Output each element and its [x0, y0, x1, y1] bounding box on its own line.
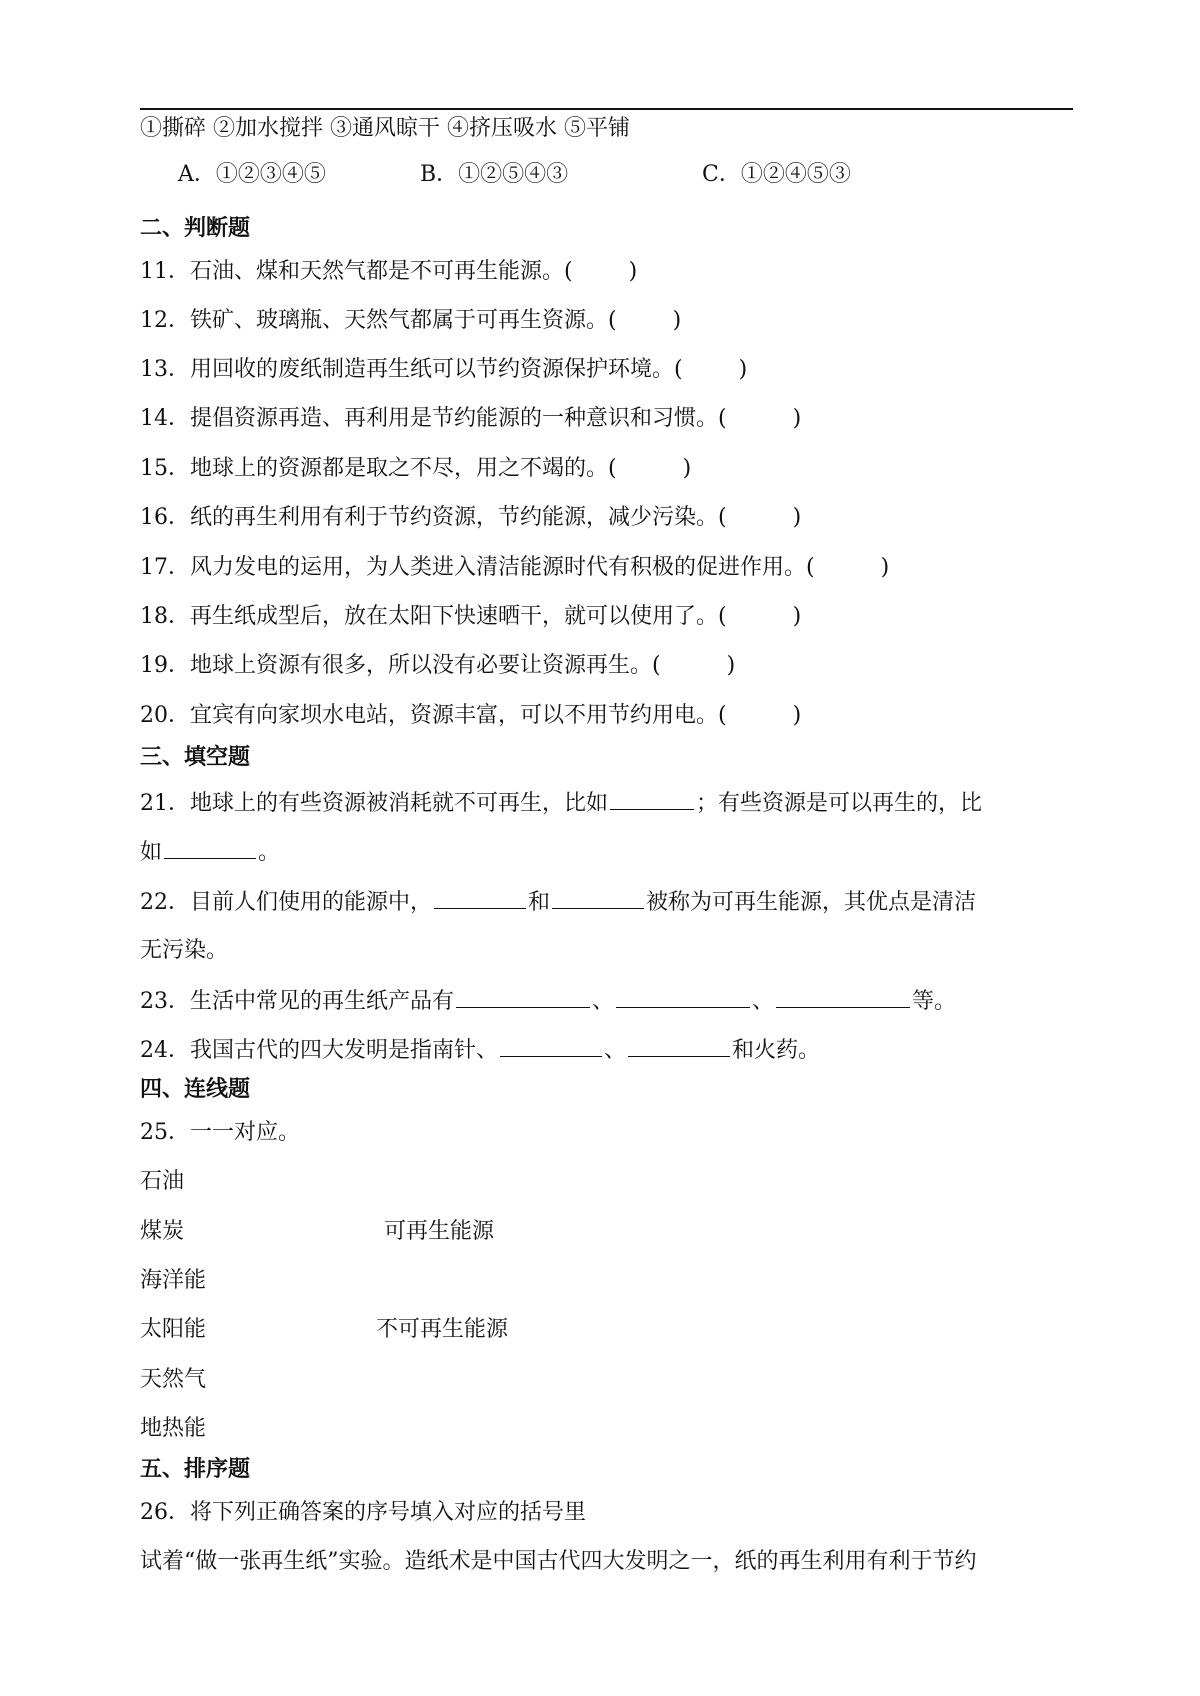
question-text: 我国古代的四大发明是指南针、 [190, 1038, 499, 1063]
question-text: 和 [528, 890, 551, 915]
question-25 [140, 1118, 1080, 1148]
question-number: 16． [140, 505, 190, 530]
question-text: 再生纸成型后，放在太阳下快速晒干，就可以使用了。( [190, 604, 727, 629]
question-number: 26． [140, 1500, 190, 1525]
question-text: 生活中常见的再生纸产品有 [190, 989, 455, 1014]
question-26 [140, 1498, 1080, 1528]
answer-blank[interactable] [776, 985, 910, 1008]
option-c: C．①②④⑤③ [702, 162, 851, 187]
separator: 、 [604, 1038, 627, 1063]
question-12 [140, 306, 1080, 336]
steps-line: ①撕碎 ②加水搅拌 ③通风晾干 ④挤压吸水 ⑤平铺 [140, 116, 630, 141]
close-paren: ) [792, 604, 802, 629]
close-paren: ) [792, 406, 802, 431]
question-22-line2: 无污染。 [140, 938, 229, 963]
question-24 [140, 1034, 1080, 1066]
match-left-item[interactable]: 煤炭 [140, 1219, 185, 1244]
question-19 [140, 651, 1080, 681]
question-number: 14． [140, 406, 190, 431]
question-number: 18． [140, 604, 190, 629]
question-text: 提倡资源再造、再利用是节约能源的一种意识和习惯。( [190, 406, 727, 431]
question-14 [140, 404, 1080, 434]
section-title-matching: 四、连线题 [140, 1077, 251, 1102]
question-text: 如 [140, 840, 163, 865]
question-text: 宜宾有向家坝水电站，资源丰富，可以不用节约用电。( [190, 703, 727, 728]
question-11 [140, 257, 1080, 287]
separator: 、 [752, 989, 775, 1014]
close-paren: ) [628, 259, 638, 284]
question-text: 将下列正确答案的序号填入对应的括号里 [190, 1500, 587, 1525]
question-text: 。 [258, 840, 281, 865]
question-text: 用回收的废纸制造再生纸可以节约资源保护环境。( [190, 357, 683, 382]
question-number: 20． [140, 703, 190, 728]
question-number: 23． [140, 989, 190, 1014]
question-number: 25． [140, 1120, 190, 1145]
question-text: 铁矿、玻璃瓶、天然气都属于可再生资源。( [190, 308, 617, 333]
question-number: 11． [140, 259, 190, 284]
question-text: 等。 [912, 989, 957, 1014]
question-number: 13． [140, 357, 190, 382]
question-text: 一一对应。 [190, 1120, 301, 1145]
section-title-ordering: 五、排序题 [140, 1457, 251, 1482]
match-left-item[interactable]: 天然气 [140, 1367, 207, 1392]
question-text: 地球上的资源都是取之不尽，用之不竭的。( [190, 456, 617, 481]
question-text: 纸的再生利用有利于节约资源，节约能源，减少污染。( [190, 505, 727, 530]
close-paren: ) [792, 703, 802, 728]
match-left-item[interactable]: 石油 [140, 1169, 185, 1194]
match-right-item[interactable]: 可再生能源 [384, 1219, 495, 1244]
answer-blank[interactable] [164, 836, 256, 859]
close-paren: ) [726, 653, 736, 678]
question-number: 12． [140, 308, 190, 333]
match-left-item[interactable]: 太阳能 [140, 1317, 207, 1342]
answer-blank[interactable] [610, 787, 694, 810]
answer-blank[interactable] [552, 886, 644, 909]
question-number: 24． [140, 1038, 190, 1063]
question-17 [140, 553, 1080, 583]
question-16 [140, 503, 1080, 533]
close-paren: ) [738, 357, 748, 382]
question-text: 目前人们使用的能源中， [190, 890, 433, 915]
question-number: 17． [140, 555, 190, 580]
question-text: 和火药。 [732, 1038, 821, 1063]
question-22-line1 [140, 886, 1080, 918]
option-a: A．①②③④⑤ [178, 162, 326, 187]
close-paren: ) [682, 456, 692, 481]
question-18 [140, 602, 1080, 632]
question-23 [140, 985, 1080, 1017]
answer-blank[interactable] [500, 1034, 602, 1057]
question-number: 19． [140, 653, 190, 678]
match-right-item[interactable]: 不可再生能源 [376, 1317, 509, 1342]
question-text: 地球上的有些资源被消耗就不可再生，比如 [190, 791, 609, 816]
header-rule [140, 108, 1073, 110]
question-13 [140, 355, 1080, 385]
question-text: 地球上资源有很多，所以没有必要让资源再生。( [190, 653, 661, 678]
match-left-item[interactable]: 地热能 [140, 1416, 207, 1441]
section-title-judgement: 二、判断题 [140, 216, 251, 241]
close-paren: ) [792, 505, 802, 530]
answer-blank[interactable] [628, 1034, 730, 1057]
question-number: 15． [140, 456, 190, 481]
answer-blank[interactable] [616, 985, 750, 1008]
question-21-line2 [140, 836, 1080, 868]
question-text: 风力发电的运用，为人类进入清洁能源时代有积极的促进作用。( [190, 555, 815, 580]
question-text: ；有些资源是可以再生的，比 [696, 791, 983, 816]
option-b: B．①②⑤④③ [420, 162, 569, 187]
question-15 [140, 454, 1080, 484]
question-20 [140, 701, 1080, 731]
answer-blank[interactable] [456, 985, 590, 1008]
question-number: 22． [140, 890, 190, 915]
paragraph-intro: 试着“做一张再生纸”实验。造纸术是中国古代四大发明之一，纸的再生利用有利于节约 [140, 1549, 977, 1574]
separator: 、 [592, 989, 615, 1014]
close-paren: ) [880, 555, 890, 580]
match-left-item[interactable]: 海洋能 [140, 1268, 207, 1293]
section-title-fill-blank: 三、填空题 [140, 745, 251, 770]
question-21-line1 [140, 787, 1080, 819]
question-text: 被称为可再生能源，其优点是清洁 [646, 890, 977, 915]
question-number: 21． [140, 791, 190, 816]
answer-blank[interactable] [434, 886, 526, 909]
close-paren: ) [672, 308, 682, 333]
question-text: 石油、煤和天然气都是不可再生能源。( [190, 259, 573, 284]
